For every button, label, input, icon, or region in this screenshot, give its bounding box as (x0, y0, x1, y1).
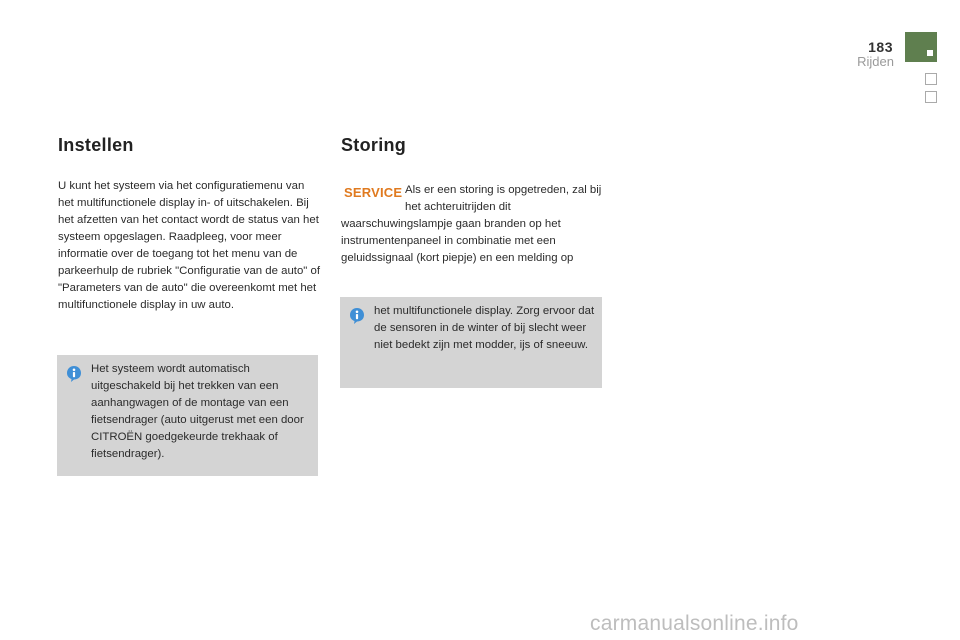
section-name: Rijden (857, 54, 894, 69)
section-tab-active (905, 32, 937, 62)
tab-marker (927, 50, 933, 56)
storing-paragraph-rest: waarschuwingslampje gaan branden op het instrumentenpaneel in combinatie met een geluidssignaal (kort piepje) en een melding op (341, 218, 574, 264)
info-text-right: het multifunctionele display. Zorg ervoor dat de sensoren in de winter of bij slecht weer niet bedekt zijn met modder, ijs of sneeuw. (374, 305, 595, 351)
heading-instellen: Instellen (58, 135, 134, 155)
section-tab (925, 91, 937, 103)
info-icon (65, 365, 83, 383)
storing-paragraph-first: Als er een storing is opgetreden, zal bij het achteruitrijden dit (405, 184, 602, 213)
info-icon (348, 307, 366, 325)
watermark: carmanualsonline.info (590, 612, 799, 635)
service-warning-icon: SERVICE (344, 185, 403, 200)
info-text-left: Het systeem wordt automatisch uitgeschakeld bij het trekken van een aanhangwagen of de montage van een fietsendrager (auto uitgerust met een door CITROËN goedgekeurde trekhaak of fietsendrager). (91, 363, 304, 460)
instellen-paragraph: U kunt het systeem via het configuratiemenu van het multifunctionele display in- of uitschakelen. Bij het afzetten van het contact wordt de status van het systeem opgeslagen. Raadpleeg, voor meer informatie over de toegang tot het menu van de parkeerhulp de rubriek "Configuratie van de auto" of "Parameters van de auto" die overeenkomt met het multifunctionele display in uw auto. (58, 180, 321, 311)
page-number: 183 (868, 39, 893, 55)
info-box-left (57, 355, 318, 476)
info-box-right (340, 297, 602, 388)
section-tab (925, 73, 937, 85)
heading-storing: Storing (341, 135, 407, 155)
